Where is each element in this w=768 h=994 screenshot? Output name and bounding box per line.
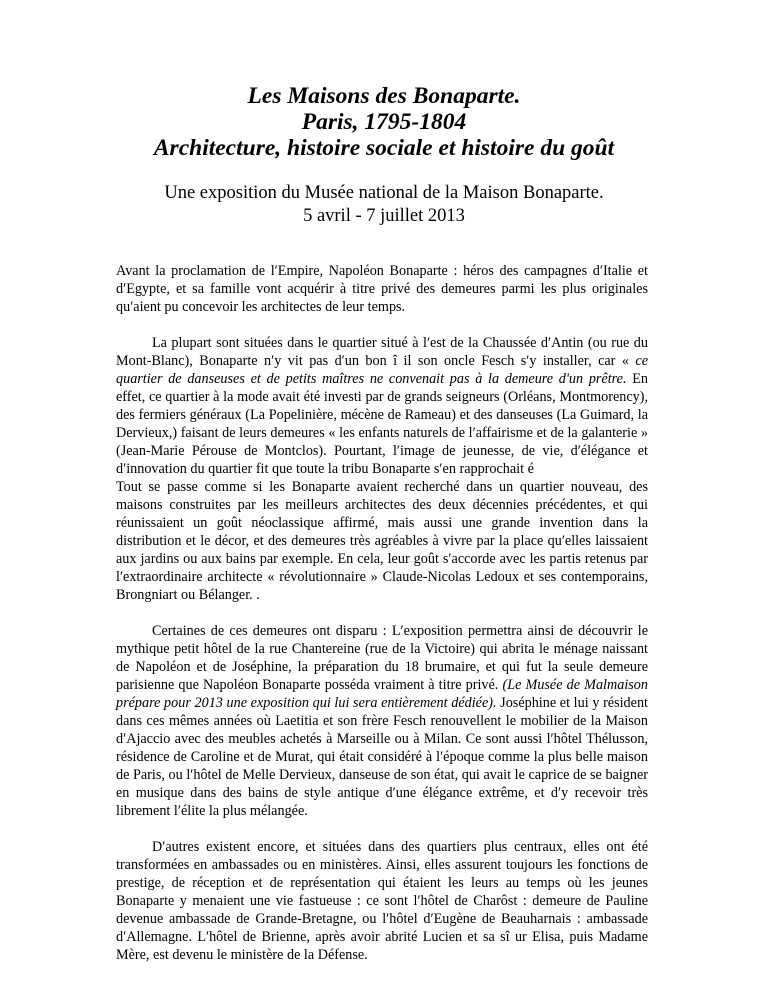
subtitle-line-2: 5 avril - 7 juillet 2013 (303, 206, 465, 226)
title-line-1: Les Maisons des Bonaparte. (247, 83, 521, 109)
subtitle-line-1: Une exposition du Musée national de la Maison Bonaparte. (164, 183, 604, 203)
title-line-3: Architecture, histoire sociale et histoire du goût (153, 135, 615, 161)
title-line-2: Paris, 1795-1804 (301, 109, 467, 135)
paragraph-gout: Tout se passe comme si les Bonaparte avaient recherché dans un quartier nouveau, des maisons construites par les meilleurs architectes des deux décennies précédentes, et qui réunissaient un goût néoclassique affirmé, mais aussi une grande invention dans la distribution et le décor, et des demeures très agréables à vivre par la place quʹelles laissaient aux jardins ou aux bains par exemple. En cela, leur goût sʹaccorde avec les partis retenus par lʹextraordinaire architecte « révolutionnaire » Claude-Nicolas Ledoux et ses contemporains, Brongniart ou Bélanger. . (116, 479, 648, 603)
paragraph-quartier (116, 334, 648, 478)
paragraph-quartier-end: En effet, ce quartier à la mode avait été investi par de grands seigneurs (Orléans, Montmorency), des fermiers généraux (La Popelinière, mécène de Rameau) et des danseuses (La Guimard, la Dervieux,) faisant de leurs demeures « les enfants naturels de lʹaffairisme et de la galanterie » (Jean-Marie Pérouse de Montclos). Pourtant, lʹimage de jeunesse, de vie, dʹélégance et dʹinnovation du quartier fit que toute la tribu Bonaparte sʹen rapprochait é (116, 371, 648, 477)
paragraph-disparues-end: Joséphine et lui y résident dans ces mêmes années où Laetitia et son frère Fesch renouvellent le mobilier de la Maison dʹAjaccio avec des meubles achetés à Marseille ou à Milan. Ce sont aussi lʹhôtel Thélusson, résidence de Caroline et de Murat, qui était considéré à lʹépoque comme la plus belle maison de Paris, ou lʹhôtel de Melle Dervieux, danseuse de son état, qui avait le caprice de se baigner en musique dans des bains de style antique dʹune élégance extrême, et dʹy recevoir très librement lʹélite la plus mélangée. (116, 695, 648, 819)
paragraph-intro: Avant la proclamation de lʹEmpire, Napoléon Bonaparte : héros des campagnes dʹItalie et dʹEgypte, et sa famille vont acquérir à titre privé des demeures parmi les plus originales quʹaient pu concevoir les architectes de leur temps. (116, 263, 648, 315)
paragraph-quartier-quote: ce quartier de danseuses et de petits maîtres ne convenait pas à la demeure dʹun prêtre. (116, 353, 648, 387)
document-title (0, 83, 768, 161)
paragraph-disparues-start: Certaines de ces demeures ont disparu : Lʹexposition permettra ainsi de découvrir le mythique petit hôtel de la rue Chantereine (rue de la Victoire) qui abrita le ménage naissant de Napoléon et de Joséphine, la préparation du 18 brumaire, et qui fut la seule demeure parisienne que Napoléon Bonaparte posséda vraiment à titre privé. (116, 623, 648, 693)
paragraph-disparues (116, 622, 648, 820)
document-body (116, 262, 648, 964)
paragraph-quartier-start: La plupart sont situées dans le quartier situé à lʹest de la Chaussée dʹAntin (ou rue du Mont-Blanc), Bonaparte nʹy vit pas dʹun bon î il son oncle Fesch sʹy installer, car « (116, 335, 648, 369)
paragraph-existantes: Dʹautres existent encore, et situées dans des quartiers plus centraux, elles ont été transformées en ambassades ou en ministères. Ainsi, elles assurent toujours les fonctions de prestige, de réception et de représentation qui étaient les leurs au temps où les jeunes Bonaparte y menaient une vie fastueuse : ce sont lʹhôtel de Charôst : demeure de Pauline devenue ambassade de Grande-Bretagne, ou lʹhôtel dʹEugène de Beauharnais : ambassade dʹAllemagne. Lʹhôtel de Brienne, après avoir abrité Lucien et sa sî ur Elisa, puis Madame Mère, est devenu le ministère de la Défense. (116, 839, 648, 963)
document-subtitle (0, 182, 768, 228)
paragraph-disparues-note: (Le Musée de Malmaison prépare pour 2013 une exposition qui lui sera entièrement dédiée). (116, 677, 648, 711)
